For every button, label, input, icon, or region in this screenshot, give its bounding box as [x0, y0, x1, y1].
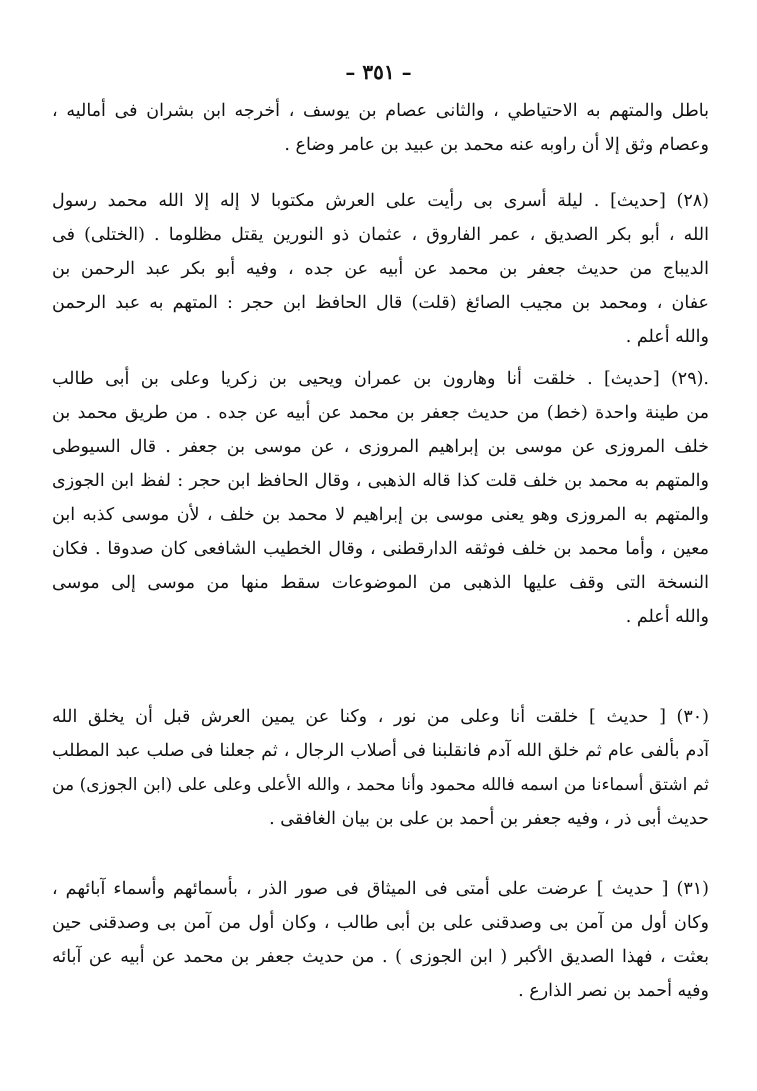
text-line: الله ، أبو بكر الصديق ، عمر الفاروق ، عثمان ذو النورين يقتل مظلوما . (الختلى) فى	[52, 225, 709, 245]
text-line: ثم اشتق أسماءنا من اسمه فالله محمود وأنا محمد ، والله الأعلى وعلى على (ابن الجوزى) من	[52, 775, 709, 795]
hadith-30-paragraph	[52, 700, 709, 836]
text-line: الديباج من حديث جعفر بن محمد عن أبيه عن جده ، وفيه أبو بكر عبد الرحمن بن	[52, 259, 709, 279]
text-line: (٣٠) [ حديث ] خلقت أنا وعلى من نور ، وكنا عن يمين العرش قبل أن يخلق الله	[52, 707, 709, 727]
text-line: والمتهم به محمد بن خلف قلت كذا قاله الذهبى ، وقال الحافظ ابن حجر : لفظ ابن الجوزى	[52, 471, 709, 491]
text-line: والله أعلم .	[625, 327, 709, 347]
text-line: (٢٨) [حديث] . ليلة أسرى بى رأيت على العرش مكتوبا لا إله إلا الله محمد رسول	[52, 191, 709, 211]
text-line: النسخة التى وقف عليها الذهبى من الموضوعات سقط منها من موسى إلى موسى	[52, 573, 709, 593]
text-line: عفان ، ومحمد بن مجيب الصائغ (قلت) قال الحافظ ابن حجر : المتهم به عبد الرحمن	[52, 293, 709, 313]
text-line: من طينة واحدة (خط) من حديث جعفر بن محمد عن أبيه عن جده . من طريق محمد بن	[52, 403, 709, 423]
text-line: باطل والمتهم به الاحتياطي ، والثانى عصام بن يوسف ، أخرجه ابن بشران فى أماليه ،	[52, 101, 709, 121]
text-line: (٣١) [ حديث ] عرضت على أمتى فى الميثاق فى صور الذر ، بأسمائهم وأسماء آبائهم ،	[52, 879, 709, 899]
hadith-29-paragraph	[52, 362, 709, 634]
text-line: معين ، وأما محمد بن خلف فوثقه الدارقطنى ، وقال الخطيب الشافعى كان صدوقا . فكان	[52, 539, 709, 559]
text-line: والله أعلم .	[625, 607, 709, 627]
text-line: وفيه أحمد بن نصر الذارع .	[518, 981, 709, 1001]
text-line: والمتهم به المروزى وهو يعنى موسى بن إبراهيم لا محمد بن خلف ، لأن موسى كذبه ابن	[52, 505, 709, 525]
text-line: حديث أبى ذر ، وفيه جعفر بن أحمد بن على بن بيان الغافقى .	[269, 809, 709, 829]
text-line: خلف المروزى عن موسى بن إبراهيم المروزى ، عن موسى بن جعفر . قال السيوطى	[52, 437, 709, 457]
text-line: وعصام وثق إلا أن راوبه عنه محمد بن عبيد بن عامر وضاع .	[284, 135, 709, 155]
text-line: آدم بألفى عام ثم خلق الله آدم فانقلبنا فى أصلاب الرجال ، ثم جعلنا فى صلب عبد المطلب	[52, 741, 709, 761]
hadith-31-paragraph	[52, 872, 709, 1008]
text-line: بعثت ، فهذا الصديق الأكبر ( ابن الجوزى ) . من حديث جعفر بن محمد عن أبيه عن آبائه	[52, 947, 709, 967]
hadith-28-paragraph	[52, 184, 709, 354]
text-line: وكان أول من آمن بى وصدقنى على بن أبى طالب ، وكان أول من آمن بى وصدقنى حين	[52, 913, 709, 933]
text-line: .(٢٩) [حديث] . خلقت أنا وهارون بن عمران ويحيى بن زكريا وعلى بن أبى طالب	[52, 369, 709, 389]
continuation-paragraph	[52, 94, 709, 162]
page-number: – ٣٥١ –	[345, 60, 412, 84]
